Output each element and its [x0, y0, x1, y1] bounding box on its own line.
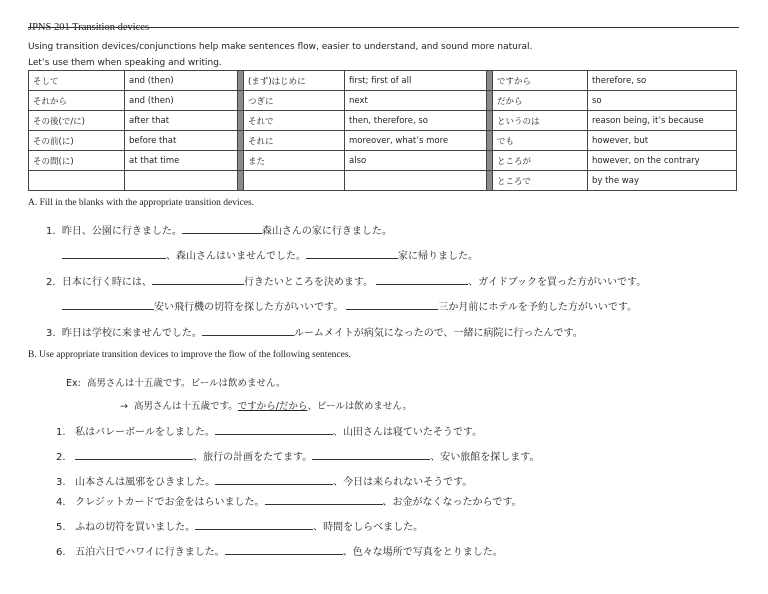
blank[interactable]: [182, 222, 262, 234]
intro-line-2: Let’s use them when speaking and writing.: [28, 58, 222, 68]
table-cell: それに: [244, 131, 345, 151]
a1-line-1: 1. 昨日、公園に行きました。 森山さんの家に行きました。: [46, 222, 392, 237]
table-cell: ところが: [493, 151, 588, 171]
table-cell: それで: [244, 111, 345, 131]
blank[interactable]: [62, 247, 166, 259]
blank[interactable]: [215, 473, 333, 485]
table-cell: また: [244, 151, 345, 171]
table-cell: however, on the contrary: [588, 151, 737, 171]
arrow-icon: →: [120, 401, 128, 412]
blank[interactable]: [202, 324, 294, 336]
table-cell: つぎに: [244, 91, 345, 111]
blank[interactable]: [346, 298, 438, 310]
b4-line: 4. クレジットカードでお金をはらいました。 、お金がなくなったからです。: [56, 493, 522, 508]
section-a-heading: A. Fill in the blanks with the appropriate transition devices.: [28, 198, 255, 208]
table-row: [29, 151, 737, 171]
table-row: [29, 91, 737, 111]
table-cell: [345, 171, 487, 191]
table-cell: then, therefore, so: [345, 111, 487, 131]
table-cell: moreover, what’s more: [345, 131, 487, 151]
title-rule: [28, 27, 739, 28]
table-cell: [244, 171, 345, 191]
table-cell: by the way: [588, 171, 737, 191]
table-cell: というのは: [493, 111, 588, 131]
table-row: [29, 131, 737, 151]
example-line-1: Ex: 高男さんは十五歳です。ビールは飲めません。: [66, 378, 286, 389]
table-row: [29, 171, 737, 191]
a2-line-2: 安い飛行機の切符を探した方がいいです。 三か月前にホテルを予約した方がいいです。: [62, 298, 637, 313]
table-cell: だから: [493, 91, 588, 111]
blank[interactable]: [312, 448, 430, 460]
blank[interactable]: [376, 273, 468, 285]
blank[interactable]: [225, 543, 343, 555]
table-cell: それから: [29, 91, 125, 111]
table-row: [29, 71, 737, 91]
table-cell: first; first of all: [345, 71, 487, 91]
table-cell: before that: [125, 131, 238, 151]
blank[interactable]: [62, 298, 154, 310]
intro-line-1: Using transition devices/conjunctions help make sentences flow, easier to understand, and sound more natural.: [28, 42, 533, 52]
blank[interactable]: [152, 273, 244, 285]
table-cell: その間(に): [29, 151, 125, 171]
table-cell: (まず)はじめに: [244, 71, 345, 91]
a1-line-2: 、森山さんはいませんでした。 家に帰りました。: [62, 247, 478, 262]
table-cell: therefore, so: [588, 71, 737, 91]
table-row: [29, 111, 737, 131]
example-line-2: → 高男さんは十五歳です。ですから/だから、ビールは飲めません。: [120, 401, 412, 412]
a3-line: 3. 昨日は学校に来ませんでした。 ルームメイトが病気になったので、一緒に病院に行ったんです。: [46, 324, 583, 339]
b6-line: 6. 五泊六日でハワイに行きました。 、色々な場所で写真をとりました。: [56, 543, 503, 558]
b1-line: 1. 私はバレーボールをしました。 、山田さんは寝ていたそうです。: [56, 423, 482, 438]
table-cell: でも: [493, 131, 588, 151]
table-cell: その後(で/に): [29, 111, 125, 131]
b2-line: 2. 、旅行の計画をたてます。 、安い旅館を探します。: [56, 448, 540, 463]
table-cell: [29, 171, 125, 191]
table-cell: and (then): [125, 91, 238, 111]
blank[interactable]: [215, 423, 333, 435]
table-cell: also: [345, 151, 487, 171]
table-cell: [125, 171, 238, 191]
transition-table: [28, 70, 737, 191]
b3-line: 3. 山本さんは風邪をひきました。 、今日は来られないそうです。: [56, 473, 472, 488]
b5-line: 5. ふねの切符を買いました。 、時間をしらべました。: [56, 518, 423, 533]
table-cell: reason being, it’s because: [588, 111, 737, 131]
table-cell: at that time: [125, 151, 238, 171]
table-cell: so: [588, 91, 737, 111]
table-cell: ところで: [493, 171, 588, 191]
table-cell: そして: [29, 71, 125, 91]
blank[interactable]: [265, 493, 383, 505]
page-title: JPNS 201 Transition devices: [28, 22, 150, 33]
table-cell: next: [345, 91, 487, 111]
table-cell: ですから: [493, 71, 588, 91]
table-cell: and (then): [125, 71, 238, 91]
blank[interactable]: [75, 448, 193, 460]
table-cell: after that: [125, 111, 238, 131]
blank[interactable]: [195, 518, 313, 530]
a2-line-1: 2. 日本に行く時には、 行きたいところを決めます。 、ガイドブックを買った方がいいです。: [46, 273, 646, 288]
blank[interactable]: [306, 247, 398, 259]
table-cell: however, but: [588, 131, 737, 151]
table-cell: その前(に): [29, 131, 125, 151]
section-b-heading: B. Use appropriate transition devices to improve the flow of the following sentences.: [28, 350, 351, 360]
